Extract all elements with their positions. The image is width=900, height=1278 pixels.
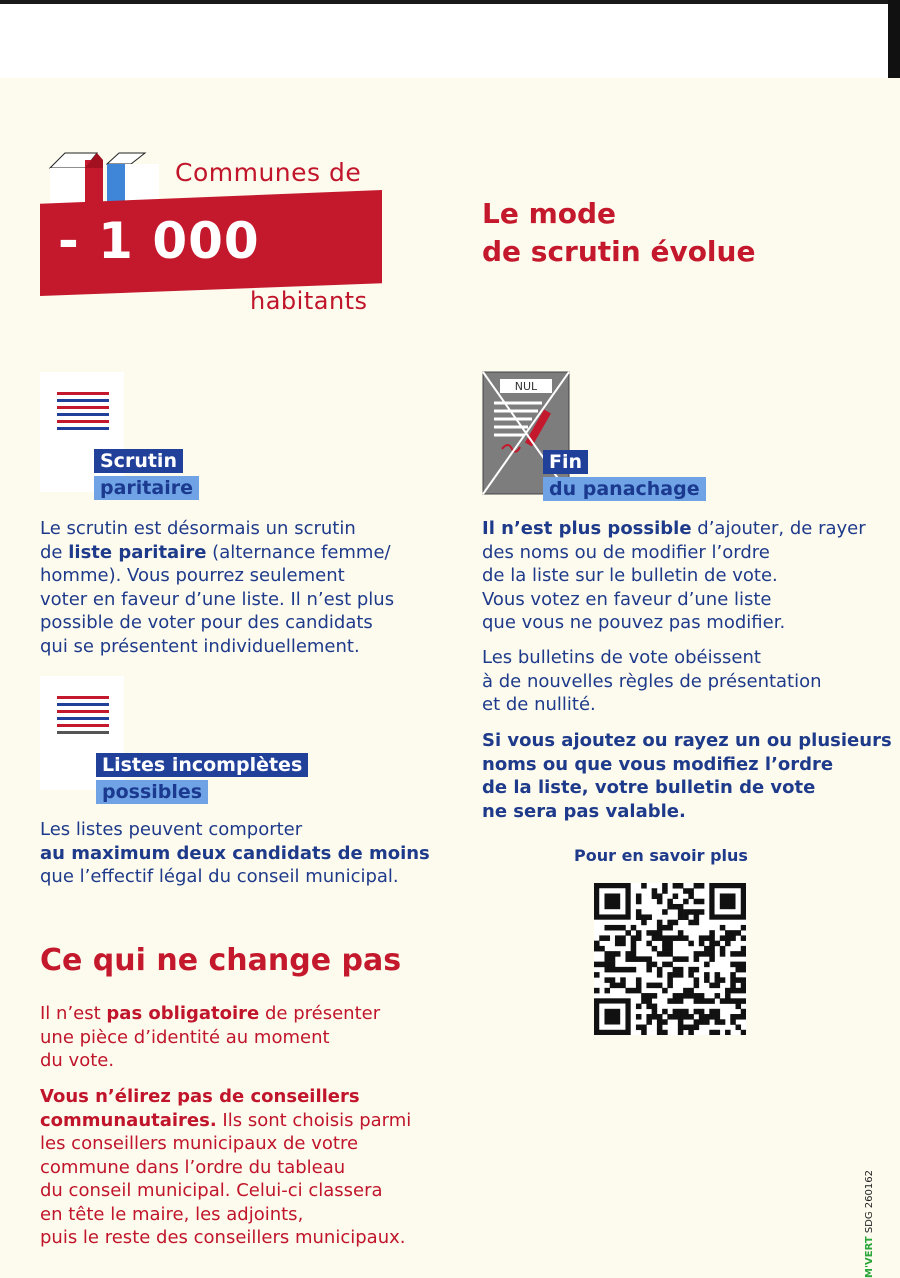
qr-code-icon[interactable] — [594, 883, 746, 1035]
scrutin-tag: Scrutin — [94, 449, 183, 473]
panachage-text: Il n’est plus possible d’ajouter, de rayer des noms ou de modifier l’ordre de la liste sur le bulletin de vote. Vous votez en faveur d’une liste que vous ne pouvez pas modifier. — [482, 518, 866, 633]
scan-top-edge — [0, 0, 900, 4]
panachage-tag: du panachage — [543, 477, 706, 501]
list-document-icon — [40, 372, 124, 492]
more-info-label: Pour en savoir plus — [574, 846, 748, 865]
fin-tag: Fin — [543, 450, 588, 474]
scrutin-paritaire-text: Le scrutin est désormais un scrutin de liste paritaire (alternance femme/ homme). Vous pourrez seulement voter en faveur d’une liste. Il n’est plus possible de voter pour des candidats qui se présentent individuellement. — [40, 518, 395, 657]
listes-incompletes-text: Les listes peuvent comporter au maximum deux candidats de moins que l’effectif légal du conseil municipal. — [40, 819, 430, 887]
paritaire-tag: paritaire — [94, 476, 199, 500]
nul-label: NUL — [514, 380, 538, 393]
listes-incompletes-tag: Listes incomplètes — [96, 753, 308, 777]
section-title-unchanged: Ce qui ne change pas — [40, 943, 402, 978]
communes-de-label: Communes de — [175, 158, 362, 187]
page-title: Le mode de scrutin évolue — [482, 197, 756, 268]
bulletins-text: Les bulletins de vote obéissent à de nouvelles règles de présentation et de nullité. — [482, 647, 822, 715]
possibles-tag: possibles — [96, 780, 208, 804]
warning-text: Si vous ajoutez ou rayez un ou plusieurs noms ou que vous modifiez l’ordre de la liste, votre bulletin de vote ne sera pas valable. — [482, 730, 892, 822]
habitants-label: habitants — [250, 287, 368, 315]
scan-right-edge — [888, 0, 900, 78]
population-threshold: - 1 000 — [58, 212, 260, 270]
printer-mention: M'VERT SDG 260162 — [864, 1170, 875, 1278]
conseillers-text: Vous n’élirez pas de conseillers communautaires. Ils sont choisis parmi les conseillers municipaux de votre commune dans l’ordre du tableau du conseil municipal. Celui-ci classera en tête le maire, les adjoints, puis le reste des conseillers municipaux. — [40, 1086, 412, 1248]
qr-code-pattern — [594, 883, 746, 1035]
identity-text: Il n’est pas obligatoire de présenter une pièce d’identité au moment du vote. — [40, 1003, 381, 1071]
scan-top-margin — [0, 0, 900, 78]
